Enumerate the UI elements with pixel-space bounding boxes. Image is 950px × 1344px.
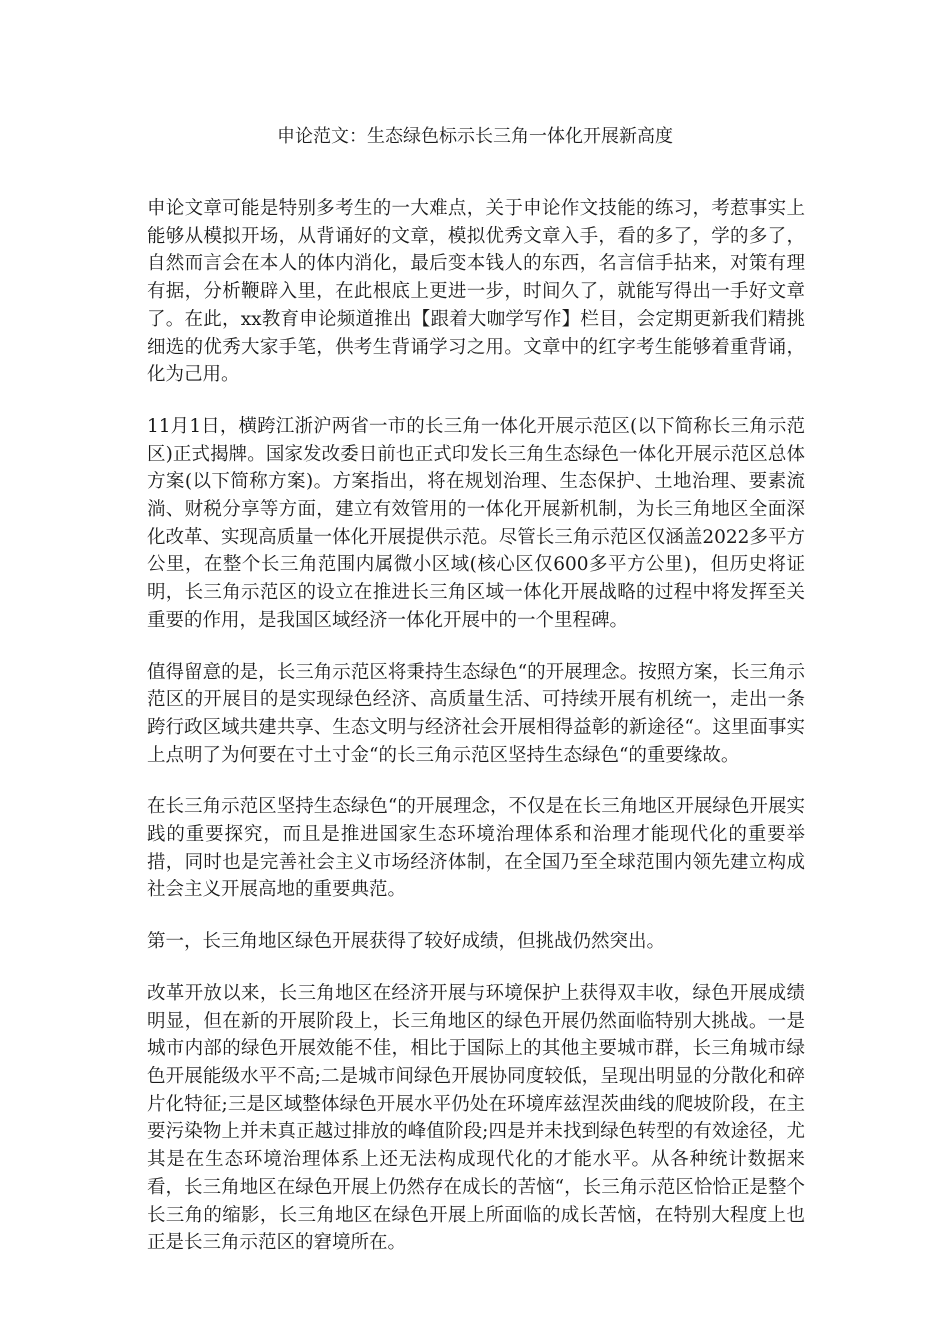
- paragraph-green-concept: 值得留意的是，长三角示范区将秉持生态绿色“的开展理念。按照方案，长三角示范区的开展目的是实现绿色经济、高质量生活、可持续开展有机统一，走出一条跨行政区域共建共享、生态文明与经济社会开展相得益彰的新途径“。这里面事实上点明了为何要在寸土寸金“的长三角示范区坚持生态绿色“的重要缘故。: [147, 661, 805, 766]
- paragraph-challenges: 改革开放以来，长三角地区在经济开展与环境保护上获得双丰收，绿色开展成绩明显，但在新的开展阶段上，长三角地区的绿色开展仍然面临特别大挑战。一是城市内部的绿色开展效能不佳，相比于国际上的其他主要城市群，长三角城市绿色开展能级水平不高;二是城市间绿色开展协同度较低，呈现出明显的分散化和碎片化特征;三是区域整体绿色开展水平仍处在环境库兹涅茨曲线的爬坡阶段，在主要污染物上并未真正越过排放的峰值阶段;四是并未找到绿色转型的有效途径，尤其是在生态环境治理体系上还无法构成现代化的才能水平。从各种统计数据来看，长三角地区在绿色开展上仍然存在成长的苦恼“，长三角示范区恰恰正是整个长三角的缩影，长三角地区在绿色开展上所面临的成长苦恼，在特别大程度上也正是长三角示范区的窘境所在。: [147, 982, 805, 1254]
- paragraph-intro: 申论文章可能是特别多考生的一大难点，关于申论作文技能的练习，考惹事实上能够从模拟开场，从背诵好的文章，模拟优秀文章入手，看的多了，学的多了，自然而言会在本人的体内消化，最后变本钱人的东西，名言信手拈来，对策有理有据，分析鞭辟入里，在此根底上更进一步，时间久了，就能写得出一手好文章了。在此，xx教育申论频道推出【跟着大咖学写作】栏目，会定期更新我们精挑细选的优秀大家手笔，供考生背诵学习之用。文章中的红字考生能够着重背诵，化为己用。: [147, 198, 805, 386]
- document-title: 申论范文：生态绿色标示长三角一体化开展新高度: [277, 126, 673, 147]
- paragraph-significance: 在长三角示范区坚持生态绿色“的开展理念，不仅是在长三角地区开展绿色开展实践的重要探究，而且是推进国家生态环境治理体系和治理才能现代化的重要举措，同时也是完善社会主义市场经济体制，在全国乃至全球范围内领先建立构成社会主义开展高地的重要典范。: [147, 796, 805, 901]
- document-body: [147, 195, 805, 1281]
- paragraph-demonstration-zone: 11月1日，横跨江浙沪两省一市的长三角一体化开展示范区(以下简称长三角示范区)正式揭牌。国家发改委日前也正式印发长三角生态绿色一体化开展示范区总体方案(以下简称方案)。方案指出，将在规划治理、生态保护、土地治理、要素流淌、财税分享等方面，建立有效管用的一体化开展新机制，为长三角地区全面深化改革、实现高质量一体化开展提供示范。尽管长三角示范区仅涵盖2022多平方公里，在整个长三角范围内属微小区域(核心区仅600多平方公里)，但历史将证明，长三角示范区的设立在推进长三角区域一体化开展战略的过程中将发挥至关重要的作用，是我国区域经济一体化开展中的一个里程碑。: [147, 415, 805, 631]
- paragraph-first-point: 第一，长三角地区绿色开展获得了较好成绩，但挑战仍然突出。: [147, 931, 666, 953]
